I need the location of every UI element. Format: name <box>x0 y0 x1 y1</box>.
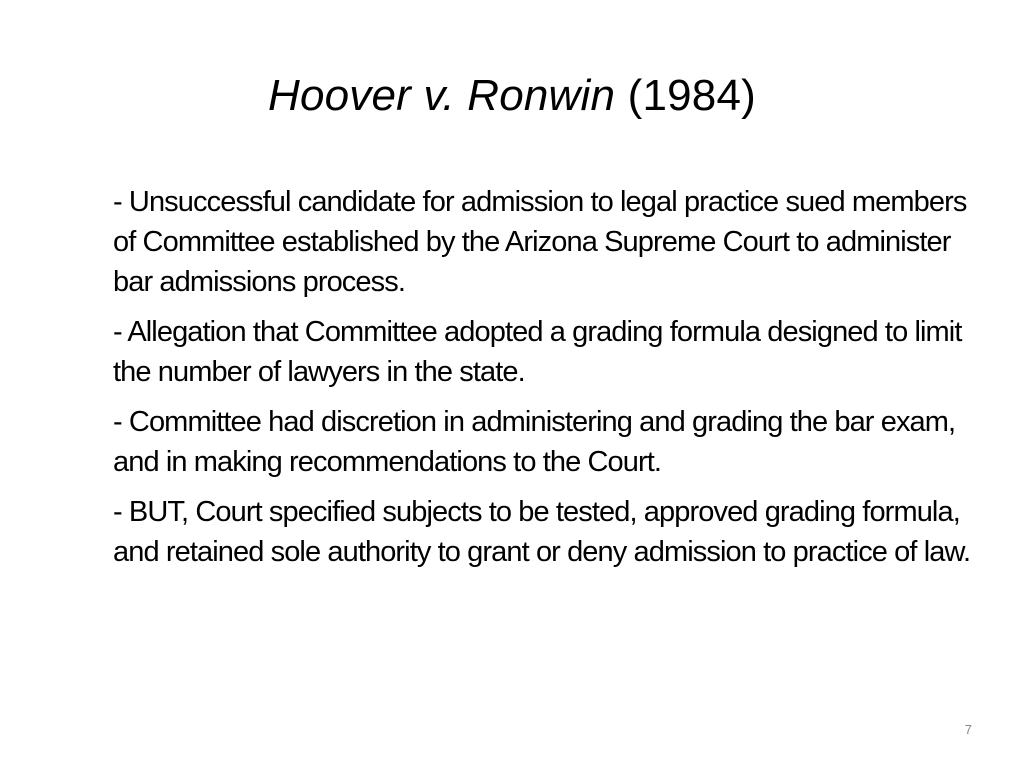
case-year: (1984) <box>627 71 756 120</box>
bullet-item: - Committee had discretion in administering and grading the bar exam, and in making recommendations to the Court. <box>113 406 956 478</box>
bullet-item: - Unsuccessful candidate for admission to legal practice sued members of Committee established by the Arizona Supreme Court to administer bar admissions process. <box>113 186 967 298</box>
bullet-item: - Allegation that Committee adopted a grading formula designed to limit the number of lawyers in the state. <box>113 316 962 388</box>
case-name: Hoover v. Ronwin <box>267 71 616 120</box>
bullet-item: - BUT, Court specified subjects to be tested, approved grading formula, and retained sole authority to grant or deny admission to practice of law. <box>113 496 971 568</box>
slide-title <box>0 66 1024 126</box>
bullet-list <box>113 182 973 582</box>
page-number: 7 <box>964 722 972 737</box>
